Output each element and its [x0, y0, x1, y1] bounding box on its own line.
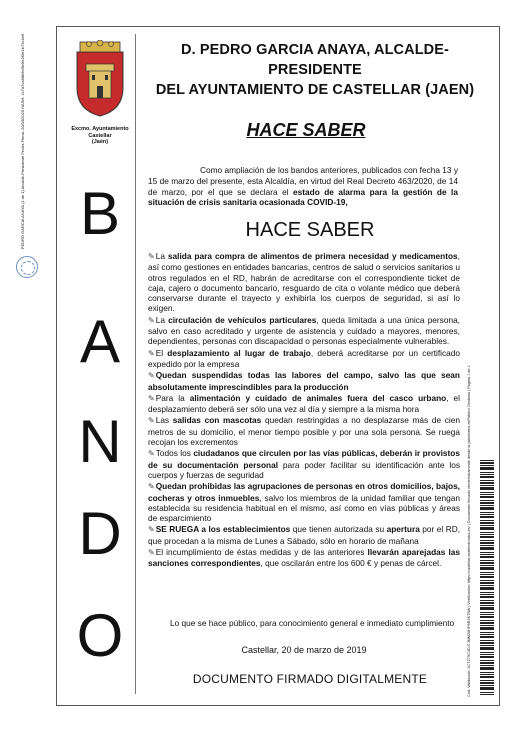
- barcode-stripe: [480, 505, 494, 506]
- pen-icon: ✎: [148, 416, 155, 426]
- barcode-stripe: [480, 472, 494, 473]
- barcode-stripe: [480, 605, 494, 606]
- barcode-stripe: [480, 660, 494, 661]
- list-item: ✎La circulación de vehículos particulares, queda limitada a una única persona, salvo en caso acreditado y urgente de asistencia y cuidado a mayores, menores, dependientes, personas con discapacidad o personas especialmente vulnerables.: [148, 314, 460, 347]
- barcode-stripe: [480, 562, 494, 564]
- org-line-3: (Jaén): [91, 139, 109, 145]
- barcode-stripe: [480, 492, 494, 493]
- barcode-stripe: [480, 665, 494, 666]
- header-line-1: D. PEDRO GARCIA ANAYA, ALCALDE-PRESIDENTE: [181, 42, 449, 78]
- barcode-stripe: [480, 476, 494, 478]
- barcode-stripe: [480, 474, 494, 475]
- barcode-stripe: [480, 676, 494, 678]
- left-column: [64, 34, 136, 694]
- list-item: ✎Todos los ciudadanos que circulen por las vías públicas, deberán ir provistos de su documentación personal para poder facilitar su identificación ante los cuerpos y fuerzas de seguridad: [148, 448, 460, 480]
- list-item: ✎Quedan suspendidas todas las labores del campo, salvo las que sean absolutamente imprescindibles para la producción: [148, 370, 460, 392]
- bando-letter-n: N: [78, 408, 122, 475]
- barcode-stripe: [480, 672, 494, 673]
- list-item: ✎Quedan prohibidas las agrupaciones de personas en otros domicilios, bajos, cocheras y otros inmuebles, salvo los miembros de la unidad familiar que tengan establecida su residencia habitual en el mismo, así como en vías públicas y áreas de esparcimiento: [148, 481, 460, 524]
- pen-icon: ✎: [148, 315, 155, 325]
- barcode-stripe: [480, 525, 494, 526]
- list-item: ✎Para la alimentación y cuidado de animales fuera del casco urbano, el desplazamiento deberá ser sólo una vez al día y siempre a la misma hora: [148, 392, 460, 415]
- barcode-stripe: [480, 607, 494, 610]
- barcode-stripe: [480, 516, 494, 518]
- barcode-stripe: [480, 616, 494, 618]
- barcode-stripe: [480, 462, 494, 464]
- validation-vertical-text: Cód. Validación: 3CTZ79C3DJ7JMMZ6HP6R4KT8W | Verificación: https://castellar.sedelectronica.es/ | Documento firmado electrónicamente desde la plataforma esPublico Gestiona | Página 1 de 1: [467, 365, 471, 697]
- header-line-2: DEL AYUNTAMIENTO DE CASTELLAR (JAEN): [155, 82, 475, 98]
- barcode-stripe: [480, 494, 494, 495]
- list-item: ✎Las salidas con mascotas quedan restringidas a no desplazarse más de cien metros de su domicilio, el menor tiempo posible y por una sola persona. Se ruega recojan los excrementos: [148, 415, 461, 448]
- barcode-stripe: [480, 467, 494, 470]
- barcode-stripe: [480, 554, 494, 555]
- bando-letter-o: O: [76, 602, 124, 669]
- barcode-stripe: [480, 636, 494, 638]
- barcode-stripe: [480, 574, 494, 575]
- barcode-stripe: [480, 534, 494, 535]
- pen-icon: ✎: [148, 371, 155, 381]
- barcode-stripe: [480, 652, 494, 653]
- pen-icon: ✎: [148, 252, 155, 261]
- barcode-stripe: [480, 612, 494, 613]
- barcode-stripe: [480, 640, 494, 641]
- organization-name: [64, 126, 136, 146]
- pen-icon: ✎: [148, 548, 155, 558]
- barcode-stripe: [480, 596, 494, 598]
- barcode-stripe: [480, 487, 494, 490]
- barcode-stripe: [480, 582, 494, 584]
- barcode-stripe: [480, 572, 494, 573]
- barcode-stripe: [480, 592, 494, 593]
- barcode-stripe: [480, 514, 494, 515]
- barcode-stripe: [480, 556, 494, 558]
- barcode-stripe: [480, 642, 494, 644]
- barcode-stripe: [480, 465, 494, 466]
- barcode-stripe: [480, 614, 494, 615]
- barcode-stripe: [480, 625, 494, 626]
- barcode-stripe: [480, 587, 494, 590]
- list-item: ✎SE RUEGA a los establecimientos que tienen autorizada su apertura por el RD, que procedan a la misma de Lunes a Sábado, sólo en horario de mañana: [148, 524, 461, 546]
- barcode-stripe: [480, 585, 494, 586]
- pen-icon: ✎: [148, 449, 155, 459]
- measures-list: [148, 251, 460, 570]
- barcode-stripe: [480, 460, 494, 461]
- barcode-stripe: [480, 542, 494, 544]
- org-line-2: Castellar: [88, 132, 112, 139]
- document-header: [140, 40, 490, 100]
- barcode-stripe: [480, 482, 494, 484]
- barcode-stripe: [480, 634, 494, 635]
- barcode-stripe: [480, 674, 494, 675]
- intro-paragraph: Como ampliación de los bandos anteriores, publicados con fecha 13 y 15 de marzo del presente, esta Alcaldía, en virtud del Real Decreto 463/2020, de 14 de marzo, por el que se declara el estado de alarma para la gestión de la situación de crisis sanitaria ocasionada COVID-19,: [148, 165, 458, 208]
- barcode-stripe: [480, 520, 494, 521]
- hace-saber-title: HACE SABER: [246, 120, 366, 140]
- barcode-stripe: [480, 654, 494, 655]
- barcode-stripe: [480, 620, 494, 621]
- barcode-stripe: [480, 527, 494, 530]
- document-date: Castellar, 20 de marzo de 2019: [241, 645, 367, 655]
- signature-vertical-text: PEDRO GARCIA ANAYA (1 de 1) Alcalde-Presidente Fecha Firma: 20/03/2020 HASH: 2c7a7ca68b5e5b9fe2f0e1b72c4e6: [19, 33, 25, 250]
- list-item: ✎El incumplimiento de éstas medidas y de las anteriores llevarán aparejadas las sanciones correspondientes, que oscilarán entre los 600 € y penas de cárcel.: [148, 547, 460, 569]
- barcode-stripe: [480, 545, 494, 546]
- barcode-stripe: [480, 645, 494, 646]
- barcode-stripe: [480, 687, 494, 690]
- barcode-stripe: [480, 682, 494, 684]
- coat-of-arms-icon: [71, 40, 129, 118]
- seal-stamp-icon: [16, 256, 38, 278]
- list-item: ✎El desplazamiento al lugar de trabajo, deberá acreditarse por un certificado expedido por la empresa: [148, 347, 461, 369]
- barcode-stripe: [480, 480, 494, 481]
- closing-paragraph: Lo que se hace público, para conocimiento general e inmediato cumplimiento: [170, 618, 455, 628]
- pen-icon: ✎: [148, 393, 155, 403]
- barcode-stripe: [480, 580, 494, 581]
- barcode-stripe: [480, 647, 494, 650]
- barcode-stripe: [480, 500, 494, 501]
- barcode-stripe: [480, 576, 494, 578]
- pen-icon: ✎: [148, 348, 155, 358]
- barcode-stripe: [480, 567, 494, 570]
- barcode-stripe: [480, 502, 494, 504]
- pen-icon: ✎: [148, 525, 155, 535]
- barcode-stripe: [480, 560, 494, 561]
- barcode-stripe: [480, 532, 494, 533]
- barcode-stripe: [480, 632, 494, 633]
- pen-icon: ✎: [148, 482, 155, 492]
- list-item: ✎La salida para compra de alimentos de primera necesidad y medicamentos, así como gestiones en entidades bancarias, centros de salud o servicios sanitarios u otros regulados en el RD, habrán de acreditarse con el correspondiente ticket de caja, cajero o documento bancario, resguardo de cita o volante médico que deberá conservarse durante el trayecto y exhibirla los cuerpos de seguridad, si así lo exigen.: [148, 251, 460, 314]
- barcode-stripe: [480, 622, 494, 624]
- barcode-stripe: [480, 496, 494, 498]
- digital-signature-note: DOCUMENTO FIRMADO DIGITALMENTE: [192, 672, 428, 686]
- barcode-stripe: [480, 540, 494, 541]
- barcode-stripe: [480, 485, 494, 486]
- barcode-stripe: [480, 536, 494, 538]
- barcode-stripe: [480, 656, 494, 658]
- barcode-stripe: [480, 692, 494, 693]
- bando-letter-b: B: [79, 180, 121, 247]
- barcode-stripe: [480, 662, 494, 664]
- barcode-stripe: [480, 522, 494, 524]
- barcode-stripe: [480, 602, 494, 604]
- barcode-stripe: [480, 552, 494, 553]
- barcode-stripe: [480, 512, 494, 513]
- barcode-stripe: [480, 600, 494, 601]
- barcode-stripe: [480, 507, 494, 510]
- hace-saber-subtitle: HACE SABER: [245, 219, 375, 241]
- barcode-stripe: [480, 667, 494, 670]
- barcode-icon: [480, 460, 494, 698]
- bando-letter-d: D: [78, 500, 122, 567]
- barcode-stripe: [480, 594, 494, 595]
- barcode-stripe: [480, 547, 494, 550]
- barcode-stripe: [480, 627, 494, 630]
- barcode-stripe: [480, 694, 494, 695]
- org-line-1: Excmo. Ayuntamiento: [71, 126, 129, 132]
- barcode-stripe: [480, 685, 494, 686]
- barcode-stripe: [480, 680, 494, 681]
- bando-letter-a: A: [79, 308, 121, 375]
- barcode-stripe: [480, 565, 494, 566]
